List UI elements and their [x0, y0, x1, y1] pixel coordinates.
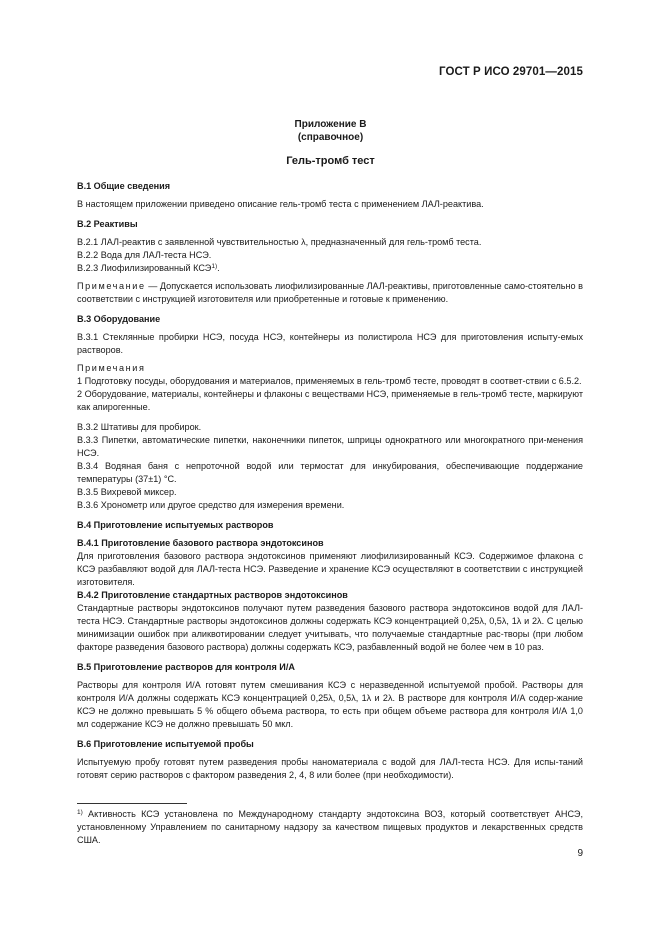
annex-title: Приложение В	[294, 119, 367, 130]
item-b3-3: В.3.3 Пипетки, автоматические пипетки, наконечники пипеток, шприцы однократного или многократного при-менения НСЭ.	[77, 435, 583, 458]
section-text-b5: Растворы для контроля И/А готовят путем смешивания КСЭ с неразведенной испытуемой пробой. Растворы для контроля И/А должны содержать КСЭ концентрацией 0,25λ, 0,5λ, 1λ и 2λ. В растворе для контроля И/А содер-жание КСЭ не должно превышать 5 % общего объема раствора, то есть при общем объеме раствора для контроля И/А 1,0 мл содержание КСЭ не должно превышать 50 мкл.	[77, 680, 583, 729]
footnote-separator	[77, 803, 187, 804]
page-title: Гель-тромб тест	[286, 155, 375, 167]
note-b3-1: 1 Подготовку посуды, оборудования и материалов, применяемых в гель-тромб тесте, проводят в соответ-ствии с 6.5.2.	[77, 376, 582, 386]
item-b3-5: В.3.5 Вихревой миксер.	[77, 487, 177, 497]
section-text-b6: Испытуемую пробу готовят путем разведения пробы наноматериала с водой для ЛАЛ-теста НСЭ. Для испы-таний готовят серию растворов с фактором разведения 2, 4, 8 или более (при необходимости).	[77, 757, 583, 780]
subsection-text-b4-2: Стандартные растворы эндотоксинов получают путем разведения базового раствора эндотоксинов водой для ЛАЛ-теста НСЭ. Стандартные растворы эндотоксинов должны содержать КСЭ концентрацией 0,25λ, 0,5λ, 1λ и 2λ. С целью минимизации ошибок при аликвотировании следует учитывать, что получаемые стандартные рас-творы (при любом факторе разведения базового раствора) должны содержать КСЭ, разбавленный водой не более чем в 10 раз.	[77, 603, 583, 652]
page-number: 9	[577, 848, 583, 859]
footnote-mark: 1)	[77, 809, 83, 816]
subsection-heading-b4-2: В.4.2 Приготовление стандартных растворов эндотоксинов	[77, 590, 348, 600]
item-b2-2: В.2.2 Вода для ЛАЛ-теста НСЭ.	[77, 250, 212, 260]
footnote-ref: 1)	[211, 263, 218, 270]
item-b2-3-end: .	[217, 263, 220, 273]
section-heading-b5: В.5 Приготовление растворов для контроля И/А	[77, 662, 295, 672]
item-b2-3-text: В.2.3 Лиофилизированный КСЭ	[77, 263, 212, 273]
note-b3-2: 2 Оборудование, материалы, контейнеры и флаконы с веществами НСЭ, применяемые в гель-тромб тесте, маркируют как апирогенные.	[77, 389, 583, 412]
item-b3-4: В.3.4 Водяная баня с непроточной водой или термостат для инкубирования, обеспечивающие поддержание температуры (37±1) °С.	[77, 461, 583, 484]
section-heading-b1: В.1 Общие сведения	[77, 181, 171, 191]
item-b3-2: В.3.2 Штативы для пробирок.	[77, 422, 202, 432]
item-b3-6: В.3.6 Хронометр или другое средство для измерения времени.	[77, 500, 345, 510]
section-heading-b3: В.3 Оборудование	[77, 314, 161, 324]
subsection-heading-b4-1: В.4.1 Приготовление базового раствора эндотоксинов	[77, 538, 324, 548]
section-text-b1: В настоящем приложении приведено описание гель-тромб теста с применением ЛАЛ-реактива.	[77, 199, 484, 209]
notes-label: Примечания	[77, 363, 146, 373]
note-text: — Допускается использовать лиофилизированные ЛАЛ-реактивы, приготовленные само-стоятельно в соответствии с инструкцией изготовителя или приобретенные и готовые к применению.	[77, 281, 583, 304]
document-body	[77, 177, 583, 782]
annex-kind: (справочное)	[297, 132, 364, 143]
footnote-text: Активность КСЭ установлена по Международному стандарту эндотоксина ВОЗ, который соответствует АНСЭ, установленному Управлением по санитарному надзору за качеством пищевых продуктов и лекарственных средств США.	[77, 809, 583, 845]
annex-heading	[0, 118, 661, 144]
item-b3-1: В.3.1 Стеклянные пробирки НСЭ, посуда НСЭ, контейнеры из полистирола НСЭ для приготовления испыту-емых растворов.	[77, 332, 583, 355]
item-b2-1: В.2.1 ЛАЛ-реактив с заявленной чувствительностью λ, предназначенный для гель-тромб теста.	[77, 237, 482, 247]
note-label: Примечание	[77, 281, 146, 291]
subsection-text-b4-1: Для приготовления базового раствора эндотоксинов применяют лиофилизированный КСЭ. Содержимое флакона с КСЭ разбавляют водой для ЛАЛ-теста НСЭ. Разведение и хранение КСЭ осуществляют в соответствии с инструкцией изготовителя.	[77, 551, 583, 587]
footnote	[77, 808, 583, 847]
section-heading-b6: В.6 Приготовление испытуемой пробы	[77, 739, 254, 749]
standard-header: ГОСТ Р ИСО 29701—2015	[438, 66, 583, 78]
section-heading-b4: В.4 Приготовление испытуемых растворов	[77, 520, 274, 530]
note-b2	[77, 280, 583, 306]
section-heading-b2: В.2 Реактивы	[77, 219, 138, 229]
item-b2-3	[77, 262, 583, 275]
